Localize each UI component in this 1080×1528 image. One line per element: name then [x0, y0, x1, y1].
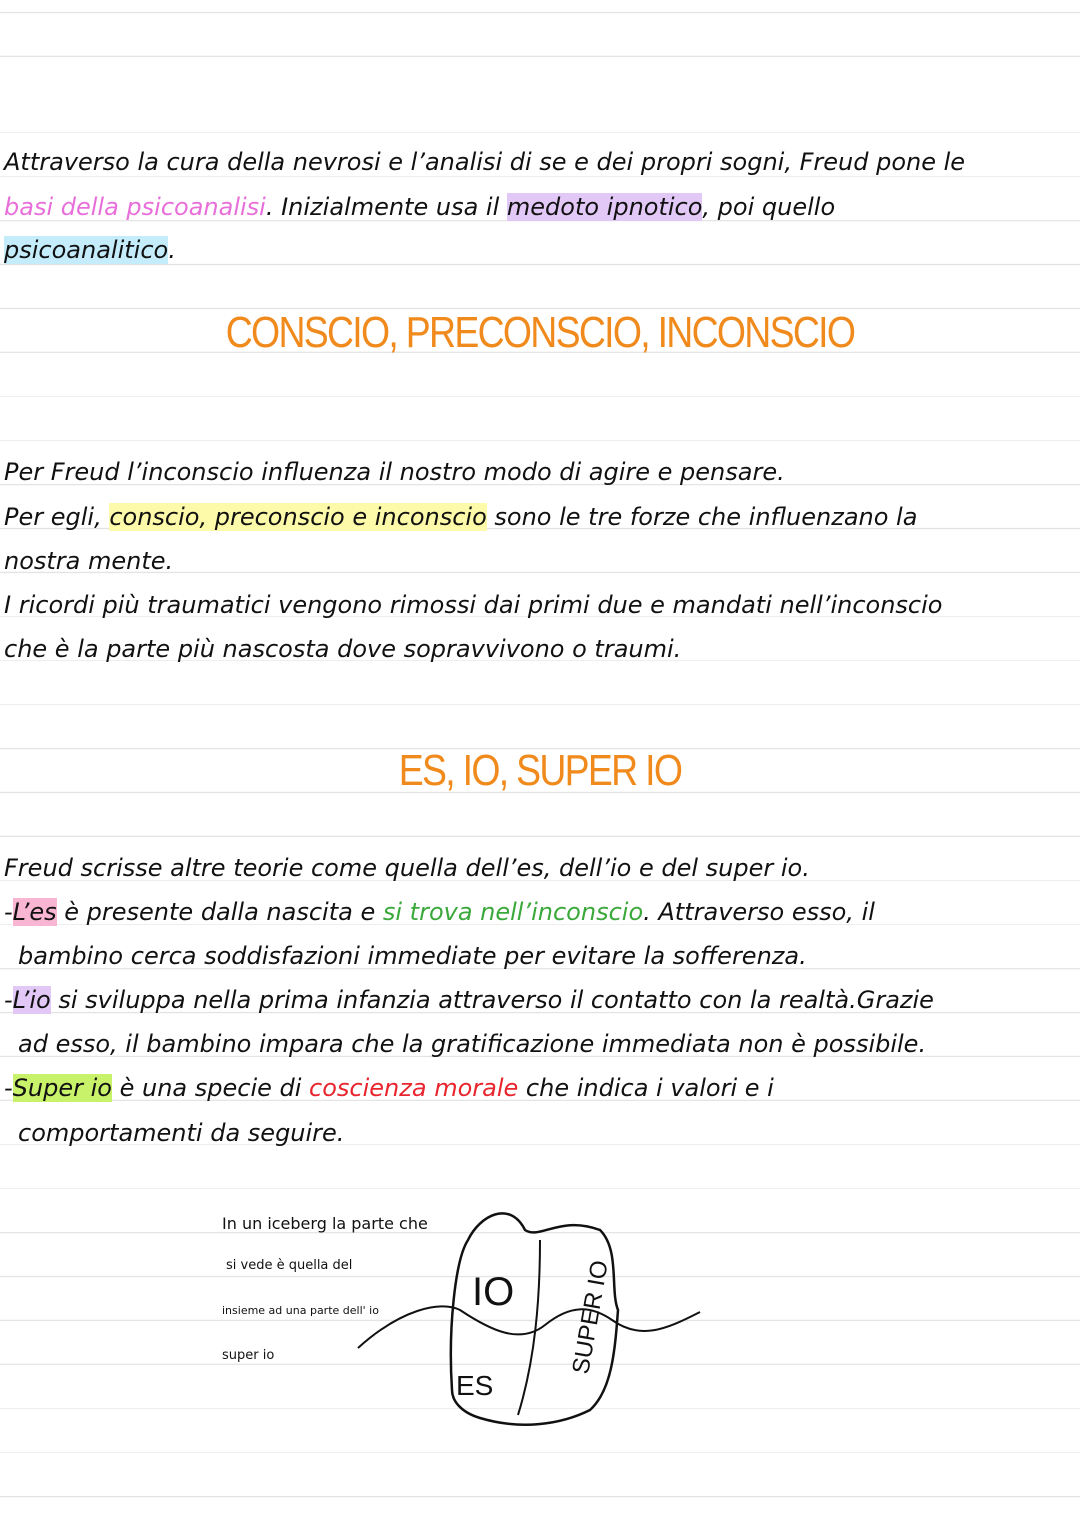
text: è una specie di — [111, 1074, 310, 1102]
sec1-line-1: Per Freud l’inconscio influenza il nostro modo di agire e pensare. — [4, 458, 785, 486]
green-text: si trova nell’inconscio — [382, 898, 644, 926]
highlight-purple: L’io — [12, 986, 51, 1014]
water-line — [358, 1306, 700, 1348]
sec1-line-3: nostra mente. — [4, 547, 174, 575]
sec1-line-5: che è la parte più nascosta dove sopravvivono o traumi. — [4, 635, 682, 663]
sec1-line-4: I ricordi più traumatici vengono rimossi dai primi due e mandati nell’inconscio — [4, 591, 943, 619]
label-super-io: SUPER IO — [567, 1258, 614, 1377]
sec2-line-1: Freud scrisse altre teorie come quella dell’es, dell’io e del super io. — [4, 854, 810, 882]
heading-es-io: ES, IO, SUPER IO — [398, 746, 682, 795]
heading-conscio: CONSCIO, PRECONSCIO, INCONSCIO — [225, 308, 855, 357]
intro-line-1: Attraverso la cura della nevrosi e l’analisi di se e dei propri sogni, Freud pone le — [4, 148, 966, 176]
text: che indica i valori e i — [518, 1074, 774, 1102]
sketch-note-4: super io — [222, 1348, 275, 1363]
sec2-line-5: ad esso, il bambino impara che la gratificazione immediata non è possibile. — [18, 1030, 927, 1058]
highlight-yellow: conscio, preconscio e inconscio — [109, 503, 487, 531]
text: - — [4, 898, 13, 926]
sec2-line-7: comportamenti da seguire. — [18, 1119, 345, 1147]
text: sono le tre forze che influenzano la — [486, 503, 918, 531]
text: . Inizialmente usa il — [265, 193, 507, 221]
red-text: coscienza morale — [309, 1074, 519, 1102]
text: si sviluppa nella prima infanzia attraverso il contatto con la realtà.Grazie — [50, 986, 934, 1014]
text: - — [4, 986, 13, 1014]
highlight-purple: medoto ipnotico — [506, 193, 703, 221]
text: . — [168, 236, 176, 264]
text: Per egli, — [4, 503, 110, 531]
text: è presente dalla nascita e — [56, 898, 383, 926]
text: . Attraverso esso, il — [643, 898, 875, 926]
sketch-note-3: insieme ad una parte dell' io — [222, 1304, 379, 1317]
highlight-pink: L’es — [12, 898, 57, 926]
label-es: ES — [456, 1370, 494, 1401]
label-io: IO — [472, 1270, 515, 1314]
sec2-line-3: bambino cerca soddisfazioni immediate per evitare la sofferenza. — [18, 942, 807, 970]
pink-text: basi della psicoanalisi — [4, 193, 266, 221]
highlight-blue: psicoanalitico — [4, 236, 169, 264]
iceberg-divider — [518, 1240, 540, 1415]
sketch-note-2: si vede è quella del — [226, 1258, 353, 1273]
text: , poi quello — [702, 193, 836, 221]
highlight-green: Super io — [12, 1074, 112, 1102]
text: - — [4, 1074, 13, 1102]
sketch-note-1: In un iceberg la parte che — [222, 1214, 428, 1233]
